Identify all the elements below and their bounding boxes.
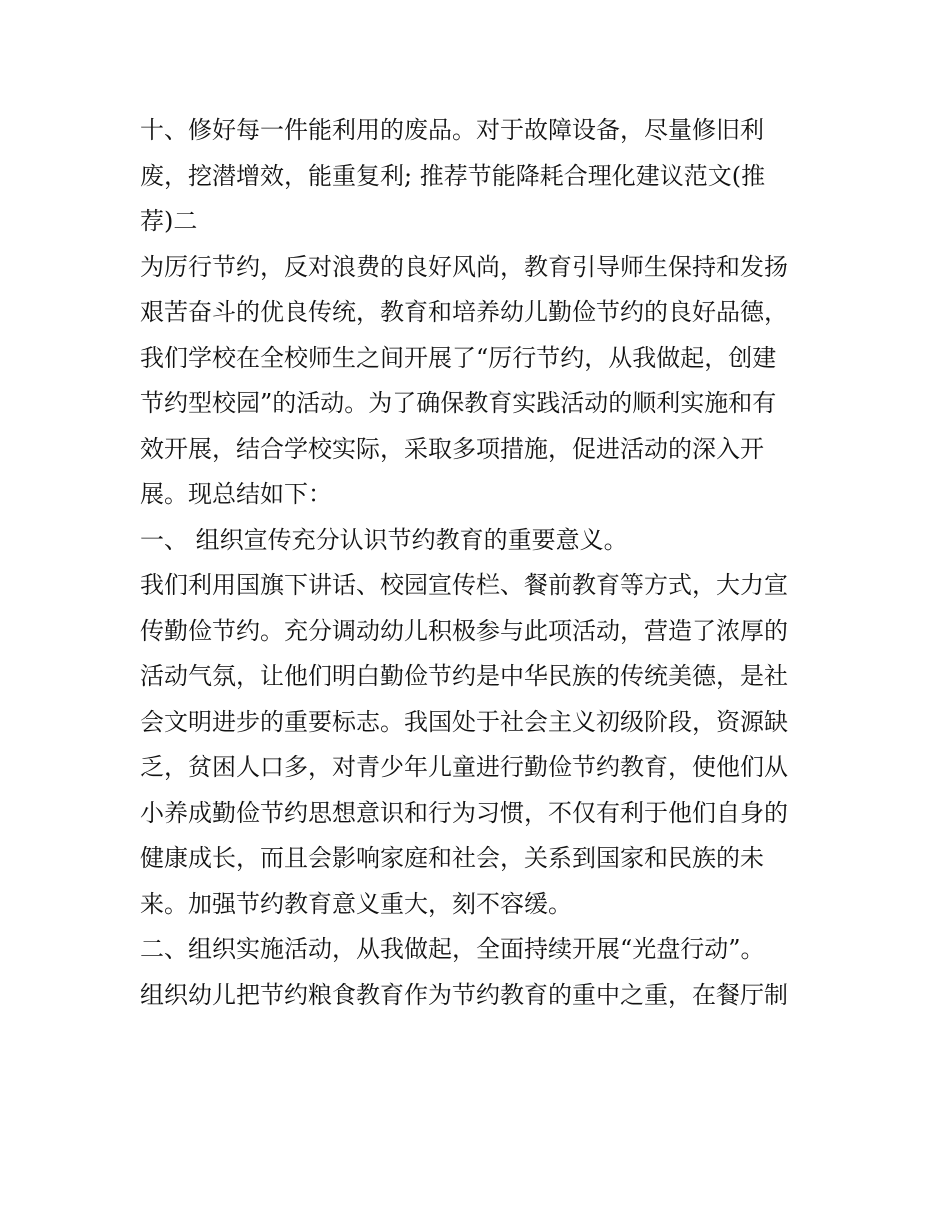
text-line: 艰苦奋斗的优良传统，教育和培养幼儿勤俭节约的良好品德， xyxy=(140,298,788,326)
document-body xyxy=(140,108,820,1018)
text-line: 十、修好每一件能利用的废品。对于故障设备，尽量修旧利 xyxy=(140,116,764,144)
text-line: 会文明进步的重要标志。我国处于社会主义初级阶段，资源缺 xyxy=(140,707,788,736)
text-line: 我们利用国旗下讲话、校园宣传栏、餐前教育等方式，大力宣 xyxy=(140,571,788,599)
text-line: 来。加强节约教育意义重大，刻不容缓。 xyxy=(140,889,572,918)
text-line: 健康成长，而且会影响家庭和社会，关系到国家和民族的未 xyxy=(140,844,764,872)
text-line: 荐)二 xyxy=(140,207,198,235)
text-line: 组织幼儿把节约粮食教育作为节约教育的重中之重，在餐厅制 xyxy=(140,980,788,1009)
section-heading: 二、组织实施活动，从我做起，全面持续开展“光盘行动”。 xyxy=(140,935,765,963)
text-line: 乏，贫困人口多，对青少年儿童进行勤俭节约教育，使他们从 xyxy=(140,753,788,781)
text-line: 效开展，结合学校实际，采取多项措施，促进活动的深入开 xyxy=(140,434,764,463)
text-line: 展。现总结如下： xyxy=(140,480,332,508)
section-heading: 一、 组织宣传充分认识节约教育的重要意义。 xyxy=(140,525,628,554)
text-line: 活动气氛，让他们明白勤俭节约是中华民族的传统美德，是社 xyxy=(140,662,788,690)
text-line: 节约型校园”的活动。为了确保教育实践活动的顺利实施和有 xyxy=(140,389,777,417)
text-line: 小养成勤俭节约思想意识和行为习惯，不仅有利于他们自身的 xyxy=(140,798,788,827)
text-line: 传勤俭节约。充分调动幼儿积极参与此项活动，营造了浓厚的 xyxy=(140,616,788,645)
text-line: 为厉行节约，反对浪费的良好风尚，教育引导师生保持和发扬 xyxy=(140,252,788,281)
text-line: 废，挖潜增效，能重复利; 推荐节能降耗合理化建议范文(推 xyxy=(140,161,766,190)
text-line: 我们学校在全校师生之间开展了“厉行节约，从我做起，创建 xyxy=(140,343,777,372)
